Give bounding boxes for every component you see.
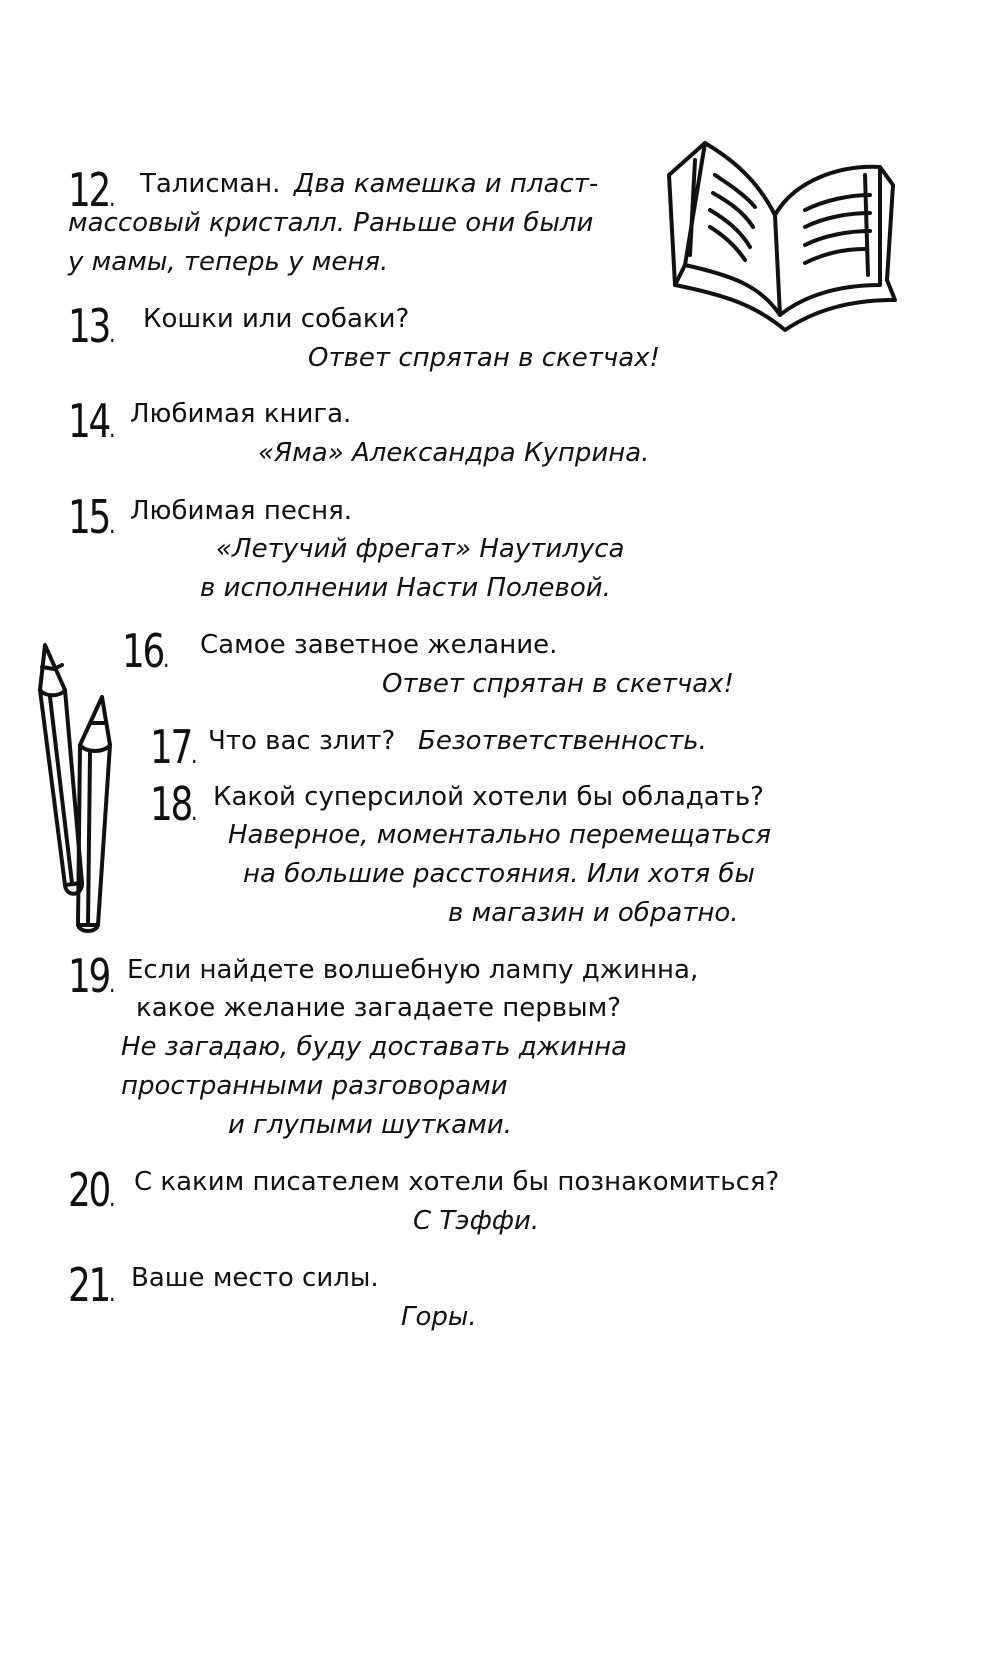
item-20-question: С каким писателем хотели бы познакомиться?: [134, 1167, 780, 1197]
item-number-17: 17 .: [150, 724, 197, 778]
item-14-answer: «Яма» Александра Куприна.: [258, 438, 650, 468]
item-19-question-line-2: какое желание загадаете первым?: [136, 993, 622, 1023]
item-19-question-line-1: Если найдете волшебную лампу джинна,: [127, 955, 699, 985]
item-18-question: Какой суперсилой хотели бы обладать?: [213, 782, 764, 812]
item-20-answer: С Тэффи.: [413, 1206, 540, 1236]
item-18-answer-line-2: на большие расстояния. Или хотя бы: [243, 859, 755, 889]
item-21-question: Ваше место силы.: [131, 1263, 379, 1293]
item-15-question: Любимая песня.: [130, 496, 353, 526]
item-17-answer: Безответственность.: [418, 726, 707, 756]
item-12-answer-line-2: массовый кристалл. Раньше они были: [68, 208, 594, 238]
item-number-15: 15 .: [68, 494, 115, 548]
item-21-answer: Горы.: [401, 1302, 477, 1332]
item-12-answer-line-3: у мамы, теперь у меня.: [68, 247, 389, 277]
item-12-question: Талисман.: [140, 169, 281, 199]
item-number-19: 19 .: [68, 953, 115, 1007]
item-14-question: Любимая книга.: [130, 399, 352, 429]
item-number-14: 14 .: [68, 398, 115, 452]
item-15-answer-line-2: в исполнении Насти Полевой.: [200, 573, 611, 603]
item-19-answer-line-3: и глупыми шутками.: [228, 1110, 512, 1140]
item-15-answer-line-1: «Летучий фрегат» Наутилуса: [216, 534, 625, 564]
item-number-13: 13 .: [68, 303, 115, 357]
item-16-answer: Ответ спрятан в скетчах!: [382, 669, 734, 699]
item-18-answer-line-1: Наверное, моментально перемещаться: [228, 820, 771, 850]
item-19-answer-line-2: пространными разговорами: [121, 1071, 508, 1101]
item-number-16: 16 .: [122, 628, 169, 682]
item-13-question: Кошки или собаки?: [143, 304, 410, 334]
item-16-question: Самое заветное желание.: [200, 630, 558, 660]
item-18-answer-line-3: в магазин и обратно.: [448, 898, 739, 928]
item-19-answer-line-1: Не загадаю, буду доставать джинна: [121, 1032, 628, 1062]
item-number-18: 18 .: [150, 781, 197, 835]
pencils-icon: [20, 635, 130, 935]
item-17-question: Что вас злит?: [208, 726, 396, 756]
item-13-answer: Ответ спрятан в скетчах!: [308, 343, 660, 373]
open-book-icon: [655, 135, 900, 340]
item-number-20: 20 .: [68, 1167, 115, 1221]
item-12-answer-line-1: Два камешка и пласт-: [294, 169, 599, 199]
item-number-12: 12 .: [68, 167, 115, 221]
item-number-21: 21 .: [68, 1262, 115, 1316]
